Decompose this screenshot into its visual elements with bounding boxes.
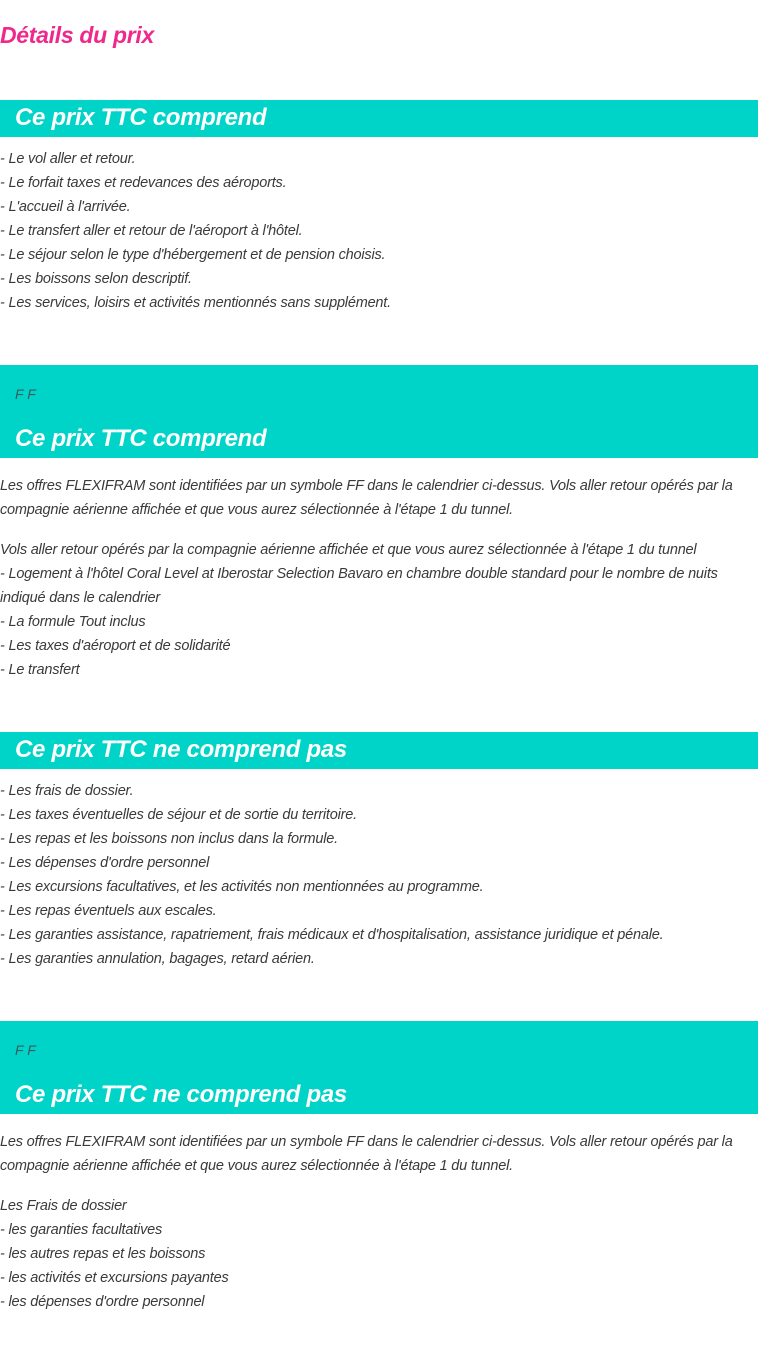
list-item: - Les taxes d'aéroport et de solidarité [0,638,231,654]
list-item: - Les dépenses d'ordre personnel [0,855,210,871]
ff-tag: F F [15,386,36,402]
ff-tag: F F [15,1042,36,1058]
list-item: - La formule Tout inclus [0,614,146,630]
list-item: - Les frais de dossier. [0,783,134,799]
list-item: - Les garanties annulation, bagages, retard aérien. [0,951,315,967]
list-item: - Les excursions facultatives, et les activités non mentionnées au programme. [0,879,484,895]
list-item: - Les services, loisirs et activités mentionnés sans supplément. [0,295,391,311]
list-item: - L'accueil à l'arrivée. [0,199,131,215]
flexifram-included-intro [0,474,745,522]
section-title: Ce prix TTC ne comprend pas [15,1081,347,1108]
included-list [0,147,745,315]
section-title: Ce prix TTC comprend [15,425,267,452]
list-item: Les Frais de dossier [0,1198,127,1214]
flexifram-not-included-list [0,1194,745,1314]
list-item: - les activités et excursions payantes [0,1270,229,1286]
list-item: Vols aller retour opérés par la compagnie aérienne affichée et que vous aurez sélectionnée à l'étape 1 du tunnel [0,542,697,558]
list-item: - Le forfait taxes et redevances des aéroports. [0,175,287,191]
list-item: - Le transfert [0,662,80,678]
list-item: - Logement à l'hôtel Coral Level at Iberostar Selection Bavaro en chambre double standard pour le nombre de nuits indiqué dans le calendrier [0,566,718,606]
list-item: - Les repas éventuels aux escales. [0,903,217,919]
list-item: - les garanties facultatives [0,1222,163,1238]
section-header-included [0,100,758,137]
section-header-not-included [0,732,758,769]
intro-paragraph: Les offres FLEXIFRAM sont identifiées par un symbole FF dans le calendrier ci-dessus. Vols aller retour opérés par la compagnie aérienne affichée et que vous aurez sélectionnée à l'étape 1 du tunnel. [0,478,733,518]
list-item: - Les repas et les boissons non inclus dans la formule. [0,831,338,847]
flexifram-not-included-intro [0,1130,745,1178]
list-item: - Le vol aller et retour. [0,151,136,167]
section-title: Ce prix TTC ne comprend pas [15,736,347,763]
list-item: - les dépenses d'ordre personnel [0,1294,205,1310]
section-header-included-flexifram [0,365,758,458]
list-item: - Le séjour selon le type d'hébergement et de pension choisis. [0,247,386,263]
page-title: Détails du prix [0,22,154,48]
section-header-not-included-flexifram [0,1021,758,1114]
flexifram-included-list [0,538,745,682]
list-item: - Le transfert aller et retour de l'aéroport à l'hôtel. [0,223,303,239]
not-included-list [0,779,745,971]
list-item: - Les garanties assistance, rapatriement, frais médicaux et d'hospitalisation, assistance juridique et pénale. [0,927,664,943]
list-item: - Les boissons selon descriptif. [0,271,192,287]
list-item: - Les taxes éventuelles de séjour et de sortie du territoire. [0,807,357,823]
section-title: Ce prix TTC comprend [15,104,267,131]
list-item: - les autres repas et les boissons [0,1246,206,1262]
intro-paragraph: Les offres FLEXIFRAM sont identifiées par un symbole FF dans le calendrier ci-dessus. Vols aller retour opérés par la compagnie aérienne affichée et que vous aurez sélectionnée à l'étape 1 du tunnel. [0,1134,733,1174]
